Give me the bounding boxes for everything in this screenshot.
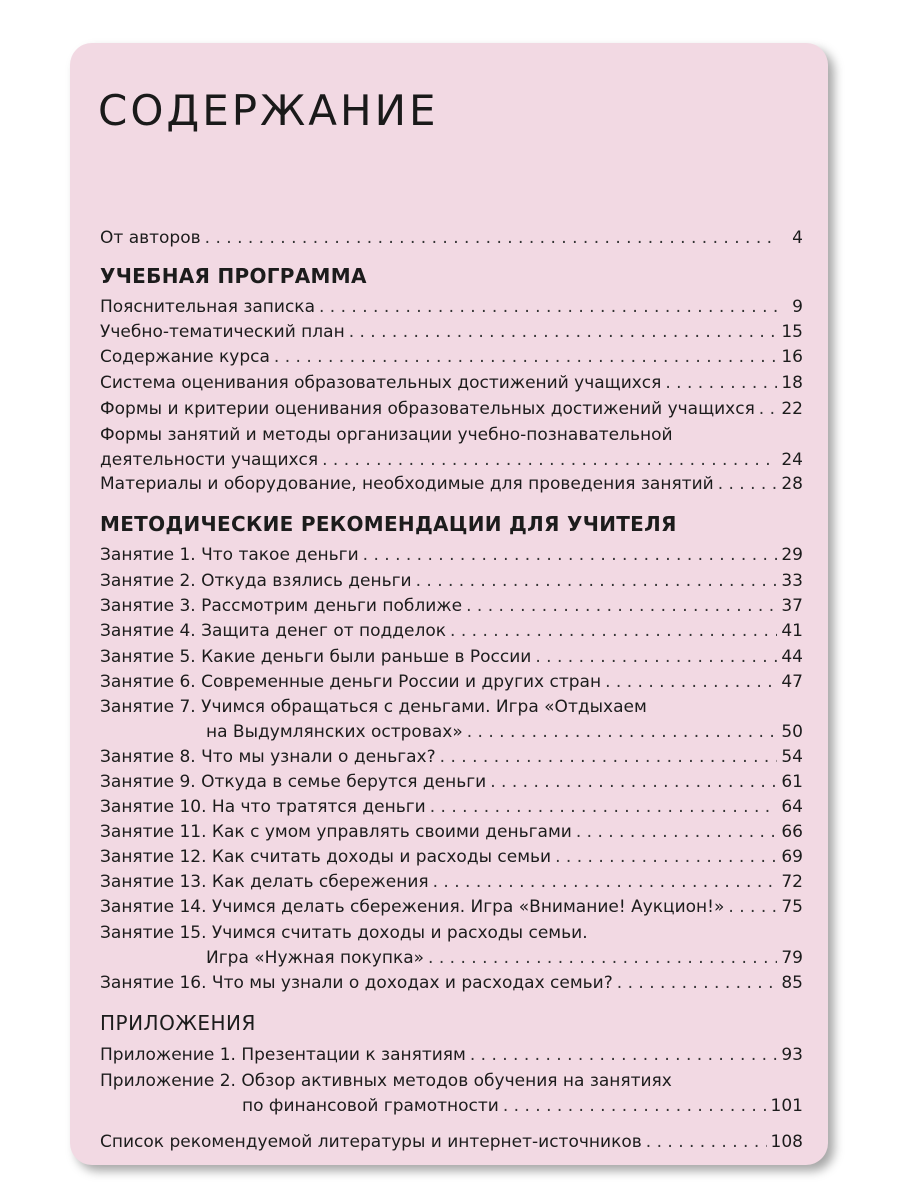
leader-dots — [535, 645, 777, 669]
toc-entry[interactable] — [100, 971, 803, 995]
leader-dots — [466, 594, 777, 618]
toc-entry-label: Система оценивания образовательных достижений учащихся — [100, 373, 662, 393]
toc-entry-label: по финансовой грамотности — [242, 1096, 499, 1116]
toc-entry-page: 101 — [770, 1096, 803, 1116]
toc-entry-page: 75 — [781, 897, 803, 917]
toc-entry-label: Занятие 11. Как с умом управлять своими деньгами — [100, 822, 572, 842]
toc-entry[interactable] — [100, 345, 803, 369]
toc-entry-page: 15 — [781, 322, 803, 342]
leader-dots — [728, 895, 777, 919]
leader-dots — [576, 820, 778, 844]
toc-entry-label: Занятие 2. Откуда взялись деньги — [100, 571, 412, 591]
toc-entry-label: Занятие 10. На что тратятся деньги — [100, 797, 426, 817]
leader-dots — [555, 845, 777, 869]
leader-dots — [363, 543, 778, 567]
leader-dots — [450, 619, 777, 643]
toc-entry[interactable] — [100, 320, 803, 344]
toc-entry[interactable] — [100, 569, 803, 593]
toc-entry-page: 72 — [781, 872, 803, 892]
toc-entry[interactable] — [100, 770, 803, 794]
toc-entry[interactable] — [100, 845, 803, 869]
leader-dots — [322, 448, 777, 472]
leader-dots — [718, 472, 778, 496]
toc-entry-label: Игра «Нужная покупка» — [206, 948, 425, 968]
toc-entry[interactable] — [100, 448, 803, 472]
leader-dots — [646, 1130, 767, 1154]
leader-dots — [319, 295, 779, 319]
leader-dots — [205, 226, 779, 250]
toc-entry-label: Учебно-тематический план — [100, 322, 345, 342]
toc-entry-references[interactable] — [100, 1130, 803, 1154]
section-heading-methods: МЕТОДИЧЕСКИЕ РЕКОМЕНДАЦИИ ДЛЯ УЧИТЕЛЯ — [100, 512, 677, 536]
toc-entry-page: 22 — [781, 399, 803, 419]
section-heading-appendix: ПРИЛОЖЕНИЯ — [100, 1011, 256, 1035]
toc-entry-page: 16 — [781, 347, 803, 367]
toc-entry-page: 54 — [781, 747, 803, 767]
toc-entry[interactable] — [100, 670, 803, 694]
leader-dots — [428, 946, 777, 970]
leader-dots — [274, 345, 777, 369]
toc-entry-label: Занятие 9. Откуда в семье берутся деньги — [100, 772, 487, 792]
leader-dots — [416, 569, 778, 593]
toc-entry[interactable] — [100, 895, 803, 919]
toc-entry-label: Занятие 8. Что мы узнали о деньгах? — [100, 747, 436, 767]
toc-entry-label: Занятие 12. Как считать доходы и расходы семьи — [100, 847, 552, 867]
toc-entry-label: Занятие 5. Какие деньги были раньше в России — [100, 647, 532, 667]
toc-entry-from-authors[interactable] — [100, 226, 803, 250]
toc-entry[interactable] — [100, 472, 803, 496]
leader-dots — [665, 371, 777, 395]
toc-entry[interactable] — [100, 870, 803, 894]
toc-entry[interactable] — [206, 720, 803, 744]
toc-entry-page: 61 — [781, 772, 803, 792]
leader-dots — [433, 870, 778, 894]
toc-entry-page: 93 — [781, 1045, 803, 1065]
leader-dots — [617, 971, 778, 995]
toc-entry-page: 85 — [781, 973, 803, 993]
toc-entry-page: 28 — [781, 474, 803, 494]
toc-entry-label-line1: Занятие 7. Учимся обращаться с деньгами. Игра «Отдыхаем — [100, 697, 647, 717]
leader-dots — [759, 397, 778, 421]
toc-entry-label: Пояснительная записка — [100, 297, 315, 317]
toc-entry-page: 18 — [781, 373, 803, 393]
toc-entry-label-line1: Приложение 2. Обзор активных методов обучения на занятиях — [100, 1071, 672, 1091]
toc-entry-page: 24 — [781, 450, 803, 470]
toc-entry-page: 9 — [792, 297, 803, 317]
toc-entry-page: 108 — [770, 1132, 803, 1152]
toc-entry-page: 79 — [781, 948, 803, 968]
toc-entry-label: Занятие 6. Современные деньги России и других стран — [100, 672, 602, 692]
toc-entry-label: Занятие 14. Учимся делать сбережения. Игра «Внимание! Аукцион!» — [100, 897, 725, 917]
toc-entry-page: 4 — [792, 228, 803, 248]
toc-entry-label: От авторов — [100, 228, 201, 248]
toc-entry-page: 50 — [781, 722, 803, 742]
toc-entry[interactable] — [100, 295, 803, 319]
toc-entry-label: Занятие 13. Как делать сбережения — [100, 872, 429, 892]
leader-dots — [503, 1094, 767, 1118]
leader-dots — [490, 770, 777, 794]
toc-entry[interactable] — [100, 1043, 803, 1067]
toc-entry-page: 41 — [781, 621, 803, 641]
toc-entry-label: на Выдумлянских островах» — [206, 722, 463, 742]
toc-entry-page: 69 — [781, 847, 803, 867]
toc-entry-page: 29 — [781, 545, 803, 565]
toc-entry-label: Приложение 1. Презентации к занятиям — [100, 1045, 466, 1065]
toc-entry[interactable] — [100, 745, 803, 769]
toc-entry-page: 64 — [781, 797, 803, 817]
leader-dots — [605, 670, 777, 694]
toc-entry-label: Материалы и оборудование, необходимые для проведения занятий — [100, 474, 714, 494]
toc-entry[interactable] — [100, 820, 803, 844]
leader-dots — [440, 745, 778, 769]
toc-entry-label: Занятие 3. Рассмотрим деньги поближе — [100, 596, 463, 616]
toc-entry-label: Занятие 1. Что такое деньги — [100, 545, 359, 565]
toc-entry[interactable] — [242, 1094, 803, 1118]
toc-entry-label: Список рекомендуемой литературы и интернет-источников — [100, 1132, 642, 1152]
section-heading-program: УЧЕБНАЯ ПРОГРАММА — [100, 264, 367, 288]
toc-entry-label: деятельности учащихся — [100, 450, 319, 470]
toc-entry-page: 44 — [781, 647, 803, 667]
toc-entry[interactable] — [100, 594, 803, 618]
leader-dots — [467, 720, 778, 744]
toc-entry-page: 37 — [781, 596, 803, 616]
leader-dots — [430, 795, 778, 819]
toc-entry-label-line1: Занятие 15. Учимся считать доходы и расходы семьи. — [100, 923, 588, 943]
toc-entry-page: 33 — [781, 571, 803, 591]
toc-entry-page: 66 — [781, 822, 803, 842]
toc-entry[interactable] — [100, 619, 803, 643]
leader-dots — [349, 320, 778, 344]
toc-entry-label-line1: Формы занятий и методы организации учебно-познавательной — [100, 425, 673, 445]
toc-entry[interactable] — [206, 946, 803, 970]
leader-dots — [470, 1043, 778, 1067]
toc-entry-page: 47 — [781, 672, 803, 692]
toc-entry[interactable] — [100, 371, 803, 395]
toc-entry[interactable] — [100, 397, 803, 421]
toc-entry-label: Содержание курса — [100, 347, 270, 367]
toc-entry-label: Занятие 16. Что мы узнали о доходах и расходах семьи? — [100, 973, 613, 993]
toc-entry[interactable] — [100, 543, 803, 567]
toc-entry[interactable] — [100, 645, 803, 669]
toc-entry-label: Формы и критерии оценивания образовательных достижений учащихся — [100, 399, 755, 419]
toc-entry[interactable] — [100, 795, 803, 819]
page-title: СОДЕРЖАНИЕ — [98, 86, 439, 135]
toc-entry-label: Занятие 4. Защита денег от подделок — [100, 621, 447, 641]
